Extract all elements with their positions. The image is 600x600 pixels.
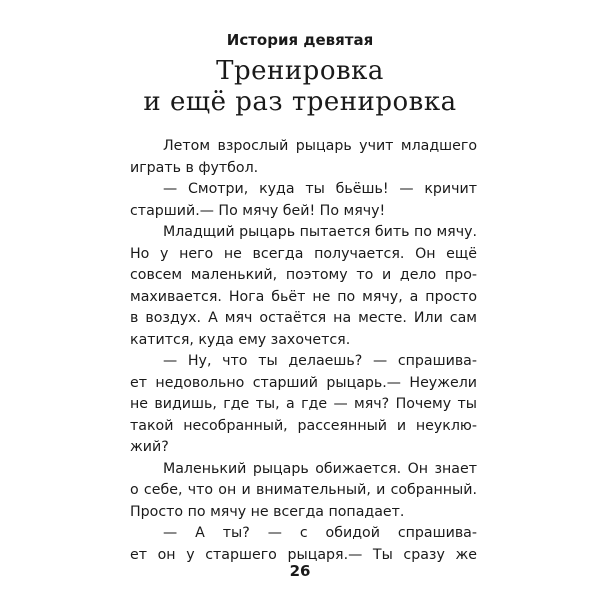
text-line: — Ну, что ты делаешь? — спрашива- bbox=[163, 353, 477, 369]
text-line: ет недовольно старший рыцарь.— Неужели bbox=[130, 374, 477, 391]
text-line: Но у него не всегда получается. Он ещё bbox=[130, 245, 477, 262]
body-text bbox=[130, 136, 477, 566]
text-line: — Смотри, куда ты бьёшь! — кричит bbox=[163, 181, 477, 197]
text-line: такой несобранный, рассеянный и неуклю- bbox=[130, 417, 477, 434]
text-line: Летом взрослый рыцарь учит младшего bbox=[163, 138, 477, 154]
chapter-title-line-2: и ещё раз тренировка bbox=[143, 87, 457, 117]
text-line: — А ты? — с обидой спрашива- bbox=[163, 525, 477, 541]
text-line: старший.— По мячу бей! По мячу! bbox=[130, 202, 386, 219]
text-line: играть в футбол. bbox=[130, 159, 259, 176]
text-line: в воздух. А мяч остаётся на месте. Или сам bbox=[130, 310, 477, 326]
text-line: Младщий рыцарь пытается бить по мячу. bbox=[163, 224, 477, 240]
text-line: совсем маленький, поэтому то и дело про- bbox=[130, 267, 477, 283]
text-line: Маленький рыцарь обижается. Он знает bbox=[163, 460, 477, 477]
text-line: ет он у старшего рыцаря.— Ты сразу же bbox=[130, 546, 477, 563]
chapter-label: История девятая bbox=[226, 31, 374, 49]
text-line: о себе, что он и внимательный, и собранный. bbox=[130, 482, 477, 498]
chapter-title-line-1: Тренировка bbox=[216, 56, 384, 86]
page-number: 26 bbox=[289, 562, 311, 580]
text-line: не видишь, где ты, а где — мяч? Почему ты bbox=[130, 396, 477, 412]
text-line: жий? bbox=[130, 439, 169, 455]
text-line: махивается. Нога бьёт не по мячу, а просто bbox=[130, 288, 477, 305]
text-line: катится, куда ему захочется. bbox=[130, 331, 351, 348]
text-line: Просто по мячу не всегда попадает. bbox=[130, 503, 405, 520]
